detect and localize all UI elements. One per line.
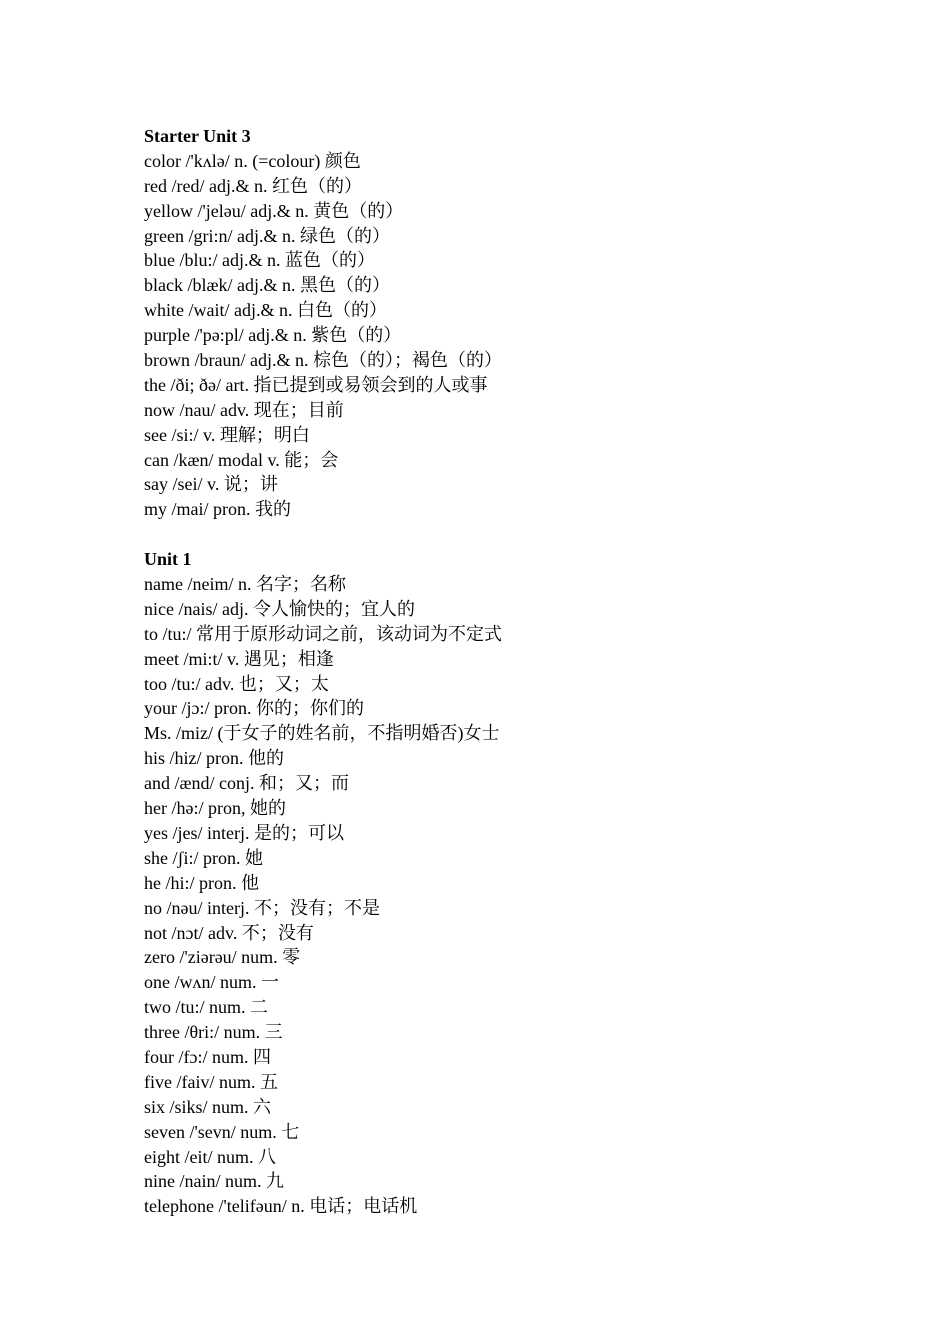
vocab-entry: his /hiz/ pron. 他的 xyxy=(144,748,284,769)
vocab-entry: white /wait/ adj.& n. 白色（的） xyxy=(144,300,387,321)
vocab-entry: four /fɔ:/ num. 四 xyxy=(144,1046,271,1067)
vocab-entry: her /hə:/ pron, 她的 xyxy=(144,798,286,819)
vocab-entry: blue /blu:/ adj.& n. 蓝色（的） xyxy=(144,250,375,271)
vocab-entry: and /ænd/ conj. 和；又；而 xyxy=(144,773,349,794)
vocab-entry: green /gri:n/ adj.& n. 绿色（的） xyxy=(144,225,390,246)
vocab-entry: red /red/ adj.& n. 红色（的） xyxy=(144,175,362,196)
vocab-entry: the /ði; ðə/ art. 指已提到或易领会到的人或事 xyxy=(144,374,488,395)
vocab-entry: meet /mi:t/ v. 遇见；相逢 xyxy=(144,648,334,669)
vocab-entry: not /nɔt/ adv. 不；没有 xyxy=(144,922,314,943)
vocab-entry: nice /nais/ adj. 令人愉快的；宜人的 xyxy=(144,598,415,619)
vocab-entry: two /tu:/ num. 二 xyxy=(144,997,269,1018)
section-heading: Unit 1 xyxy=(144,549,192,570)
vocab-entry: black /blæk/ adj.& n. 黑色（的） xyxy=(144,275,390,296)
vocab-entry: too /tu:/ adv. 也；又；太 xyxy=(144,673,329,694)
vocab-entry: my /mai/ pron. 我的 xyxy=(144,499,291,520)
vocab-entry: nine /nain/ num. 九 xyxy=(144,1171,284,1192)
document-page xyxy=(144,124,904,1219)
vocab-entry: telephone /'telifəun/ n. 电话；电话机 xyxy=(144,1196,418,1217)
vocab-entry: three /θri:/ num. 三 xyxy=(144,1022,283,1043)
vocab-entry: Ms. /miz/ (于女子的姓名前，不指明婚否)女士 xyxy=(144,723,500,744)
vocab-entry: no /nəu/ interj. 不；没有；不是 xyxy=(144,897,380,918)
vocab-entry: now /nau/ adv. 现在；目前 xyxy=(144,399,344,420)
vocab-entry: to /tu:/ 常用于原形动词之前，该动词为不定式 xyxy=(144,623,503,644)
vocab-entry: yellow /'jeləu/ adj.& n. 黄色（的） xyxy=(144,200,404,221)
vocab-entry: name /neim/ n. 名字；名称 xyxy=(144,574,346,595)
section-heading: Starter Unit 3 xyxy=(144,126,251,146)
vocab-entry: seven /'sevn/ num. 七 xyxy=(144,1121,300,1142)
vocab-entry: your /jɔ:/ pron. 你的；你们的 xyxy=(144,698,364,719)
vocab-entry: he /hi:/ pron. 他 xyxy=(144,872,259,893)
vocab-entry: zero /'ziərəu/ num. 零 xyxy=(144,947,301,968)
vocab-entry: say /sei/ v. 说；讲 xyxy=(144,474,278,495)
section-spacer xyxy=(144,522,904,547)
vocab-entry: she /ʃi:/ pron. 她 xyxy=(144,847,263,868)
vocab-entry: brown /braun/ adj.& n. 棕色（的）；褐色（的） xyxy=(144,350,502,371)
vocab-entry: eight /eit/ num. 八 xyxy=(144,1146,276,1167)
vocab-entry: five /faiv/ num. 五 xyxy=(144,1071,278,1092)
vocab-entry: purple /'pə:pl/ adj.& n. 紫色（的） xyxy=(144,325,402,346)
vocab-entry: one /wʌn/ num. 一 xyxy=(144,972,279,993)
vocab-entry: see /si:/ v. 理解；明白 xyxy=(144,424,310,445)
vocab-entry: yes /jes/ interj. 是的；可以 xyxy=(144,822,344,843)
vocab-entry: color /'kʌlə/ n. (=colour) 颜色 xyxy=(144,150,361,171)
vocab-entry: can /kæn/ modal v. 能；会 xyxy=(144,449,339,470)
section-starter-unit-3 xyxy=(144,124,904,522)
vocab-entry: six /siks/ num. 六 xyxy=(144,1096,272,1117)
section-unit-1 xyxy=(144,547,904,1219)
